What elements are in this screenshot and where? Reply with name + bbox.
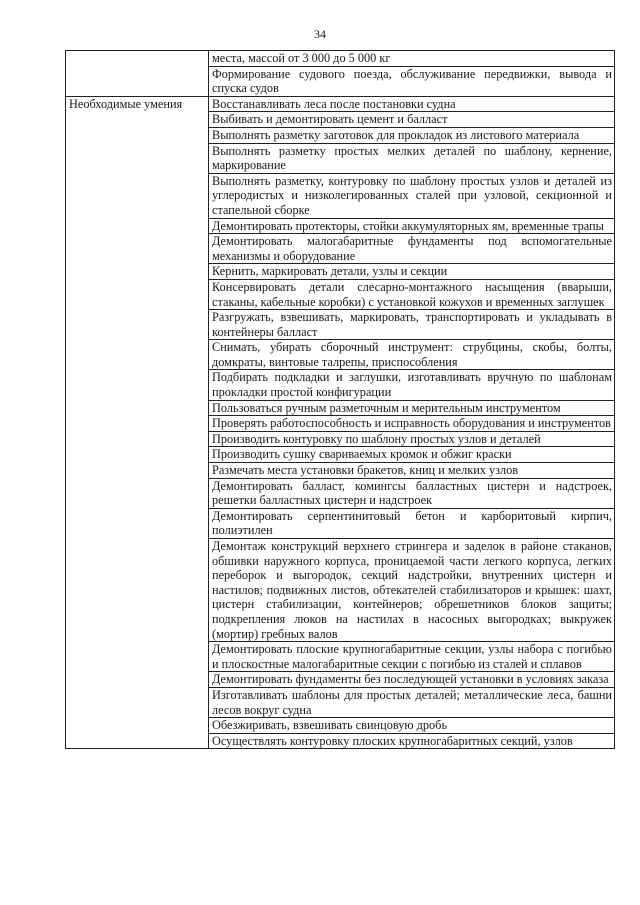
skill-item: Демонтировать серпентинитовый бетон и карборитовый кирпич, полиэтилен [209,508,615,538]
skills-table [65,50,615,749]
skill-item: Выбивать и демонтировать цемент и балласт [209,112,615,128]
skill-item: Кернить, маркировать детали, узлы и секции [209,264,615,280]
continued-label-cell [66,51,209,97]
group-label: Необходимые умения [66,96,209,749]
page-number: 34 [314,27,326,41]
skill-item: Изготавливать шаблоны для простых деталей; металлические леса, башни лесов вокруг судна [209,687,615,717]
skill-item: Демонтировать малогабаритные фундаменты под вспомогательные механизмы и оборудование [209,234,615,264]
skill-item: Снимать, убирать сборочный инструмент: струбцины, скобы, болты, домкраты, винтовые талрепы, приспособления [209,340,615,370]
skill-item: Пользоваться ручным разметочным и мерительным инструментом [209,400,615,416]
skill-item: Размечать места установки бракетов, книц и мелких узлов [209,463,615,479]
skill-item: Проверять работоспособность и исправность оборудования и инструментов [209,416,615,432]
table-row [66,51,615,67]
skill-item: Демонтировать фундаменты без последующей установки в условиях заказа [209,672,615,688]
skill-item: Обезжиривать, взвешивать свинцовую дробь [209,718,615,734]
skill-item: Демонтировать балласт, комингсы балластных цистерн и надстроек, решетки балластных цистерн и надстроек [209,478,615,508]
skill-item: Подбирать подкладки и заглушки, изготавливать вручную по шаблонам прокладки простой конфигурации [209,370,615,400]
continued-item: места, массой от 3 000 до 5 000 кг [209,51,615,67]
skill-item: Выполнять разметку простых мелких деталей по шаблону, кернение, маркирование [209,143,615,173]
skill-item: Выполнять разметку заготовок для прокладок из листового материала [209,127,615,143]
skill-item: Осуществлять контуровку плоских крупногабаритных секций, узлов [209,733,615,749]
continued-item: Формирование судового поезда, обслуживание передвижки, вывода и спуска судов [209,66,615,96]
skill-item: Демонтаж конструкций верхнего стрингера и заделок в районе стаканов, обшивки наружного корпуса, проницаемой части легкого корпуса, легких переборок и выгородок, секций надстройки, внутренних цистерн и настилов; подвижных листов, обтекателей стабилизаторов и крышек: шахт, цистерн стабилизации, контейнеров; обрешетников блоков защиты; подкрепления люков на настилах в насосных выгородках; выкружек (мортир) гребных валов [209,539,615,642]
table-row [66,96,615,112]
skill-item: Производить сушку свариваемых кромок и обжиг краски [209,447,615,463]
skill-item: Производить контуровку по шаблону простых узлов и деталей [209,431,615,447]
skill-item: Демонтировать протекторы, стойки аккумуляторных ям, временные трапы [209,218,615,234]
skill-item: Консервировать детали слесарно-монтажного насыщения (вварыши, стаканы, кабельные коробки) с установкой кожухов и временных заглушек [209,279,615,309]
skill-item: Разгружать, взвешивать, маркировать, транспортировать и укладывать в контейнеры балласт [209,310,615,340]
skill-item: Восстанавливать леса после постановки судна [209,96,615,112]
skill-item: Демонтировать плоские крупногабаритные секции, узлы набора с погибью и плоскостные малогабаритные секции с погибью из сталей и сплавов [209,642,615,672]
skill-item: Выполнять разметку, контуровку по шаблону простых узлов и деталей из углеродистых и низколегированных сталей при узловой, секционной и стапельной сборке [209,173,615,218]
